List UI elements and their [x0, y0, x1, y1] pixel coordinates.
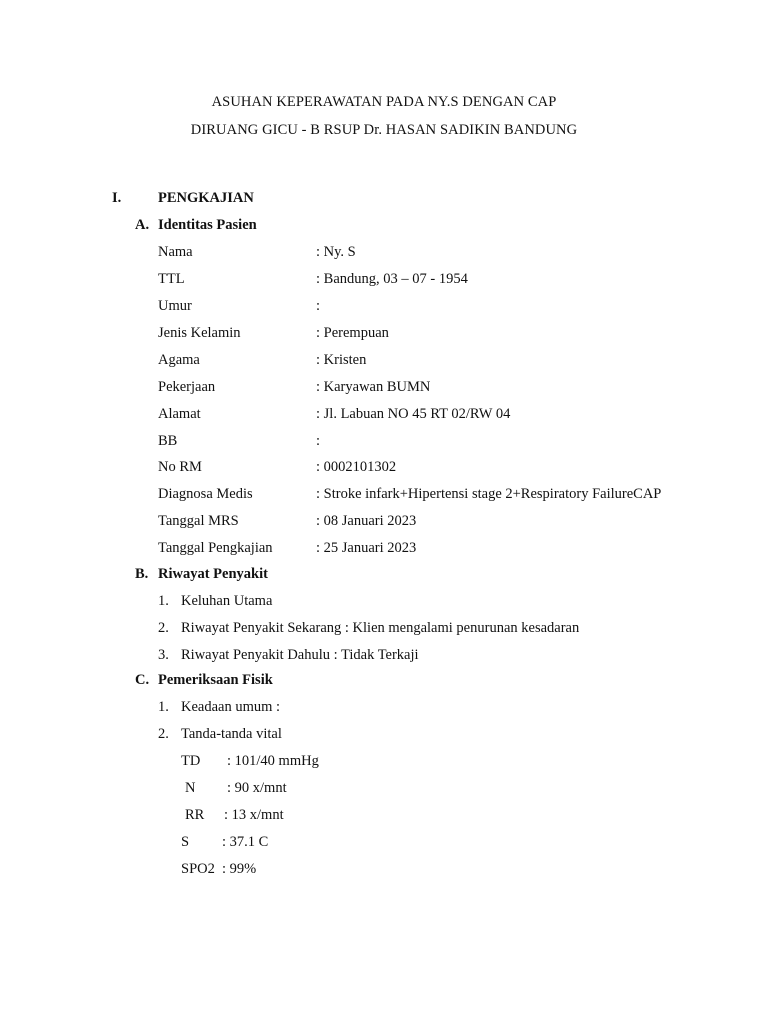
identity-value: : Perempuan — [316, 325, 389, 341]
list-item-number: 1. — [158, 593, 169, 609]
subsection-heading-riwayat: Riwayat Penyakit — [158, 566, 268, 582]
identity-label: Alamat — [158, 406, 201, 422]
identity-label: Jenis Kelamin — [158, 325, 241, 341]
vital-value-rr: : 13 x/mnt — [224, 807, 284, 823]
identity-value: : 08 Januari 2023 — [316, 513, 417, 529]
list-item-number: 3. — [158, 647, 169, 663]
vital-label-s: S — [181, 834, 190, 850]
identity-value: : — [316, 433, 321, 449]
identity-value: : Ny. S — [316, 244, 356, 260]
identity-label: Pekerjaan — [158, 379, 216, 395]
section-number: I. — [112, 190, 122, 206]
identity-value: : Kristen — [316, 352, 367, 368]
vital-label-spo2: SPO2 — [181, 861, 215, 877]
subsection-letter-a: A. — [135, 217, 150, 233]
identity-label: Tanggal MRS — [158, 513, 239, 529]
identity-label: BB — [158, 433, 178, 449]
section-heading: PENGKAJIAN — [158, 190, 254, 206]
vital-value-td: : 101/40 mmHg — [227, 753, 319, 769]
vital-value-n: : 90 x/mnt — [227, 780, 287, 796]
subsection-heading-pemeriksaan: Pemeriksaan Fisik — [158, 672, 273, 688]
list-item-number: 2. — [158, 726, 169, 742]
identity-label: Tanggal Pengkajian — [158, 540, 273, 556]
list-item-text: Keadaan umum : — [181, 699, 281, 715]
list-item-text: Riwayat Penyakit Sekarang : Klien mengalami penurunan kesadaran — [181, 620, 580, 636]
vital-value-s: : 37.1 C — [222, 834, 269, 850]
list-item-text: Keluhan Utama — [181, 593, 273, 609]
subsection-letter-b: B. — [135, 566, 149, 582]
document-title-line-1: ASUHAN KEPERAWATAN PADA NY.S DENGAN CAP — [211, 94, 557, 110]
subsection-heading-identitas: Identitas Pasien — [158, 217, 257, 233]
identity-value: : 0002101302 — [316, 459, 397, 475]
list-item-number: 2. — [158, 620, 169, 636]
identity-value: : Jl. Labuan NO 45 RT 02/RW 04 — [316, 406, 511, 422]
identity-value: : 25 Januari 2023 — [316, 540, 417, 556]
identity-value: : Karyawan BUMN — [316, 379, 431, 395]
vital-value-spo2: : 99% — [222, 861, 257, 877]
vital-label-n: N — [185, 780, 196, 796]
identity-value: : Bandung, 03 – 07 - 1954 — [316, 271, 468, 287]
identity-label: Diagnosa Medis — [158, 486, 253, 502]
identity-label: TTL — [158, 271, 185, 287]
identity-label: Nama — [158, 244, 193, 260]
list-item-number: 1. — [158, 699, 169, 715]
identity-label: Umur — [158, 298, 192, 314]
identity-label: No RM — [158, 459, 202, 475]
identity-label: Agama — [158, 352, 200, 368]
vital-label-td: TD — [181, 753, 201, 769]
document-title-line-2: DIRUANG GICU - B RSUP Dr. HASAN SADIKIN BANDUNG — [190, 122, 578, 138]
list-item-text: Tanda-tanda vital — [181, 726, 282, 742]
identity-value: : — [316, 298, 321, 314]
list-item-text: Riwayat Penyakit Dahulu : Tidak Terkaji — [181, 647, 419, 663]
vital-label-rr: RR — [185, 807, 205, 823]
identity-value: : Stroke infark+Hipertensi stage 2+Respiratory FailureCAP — [316, 486, 662, 502]
subsection-letter-c: C. — [135, 672, 150, 688]
